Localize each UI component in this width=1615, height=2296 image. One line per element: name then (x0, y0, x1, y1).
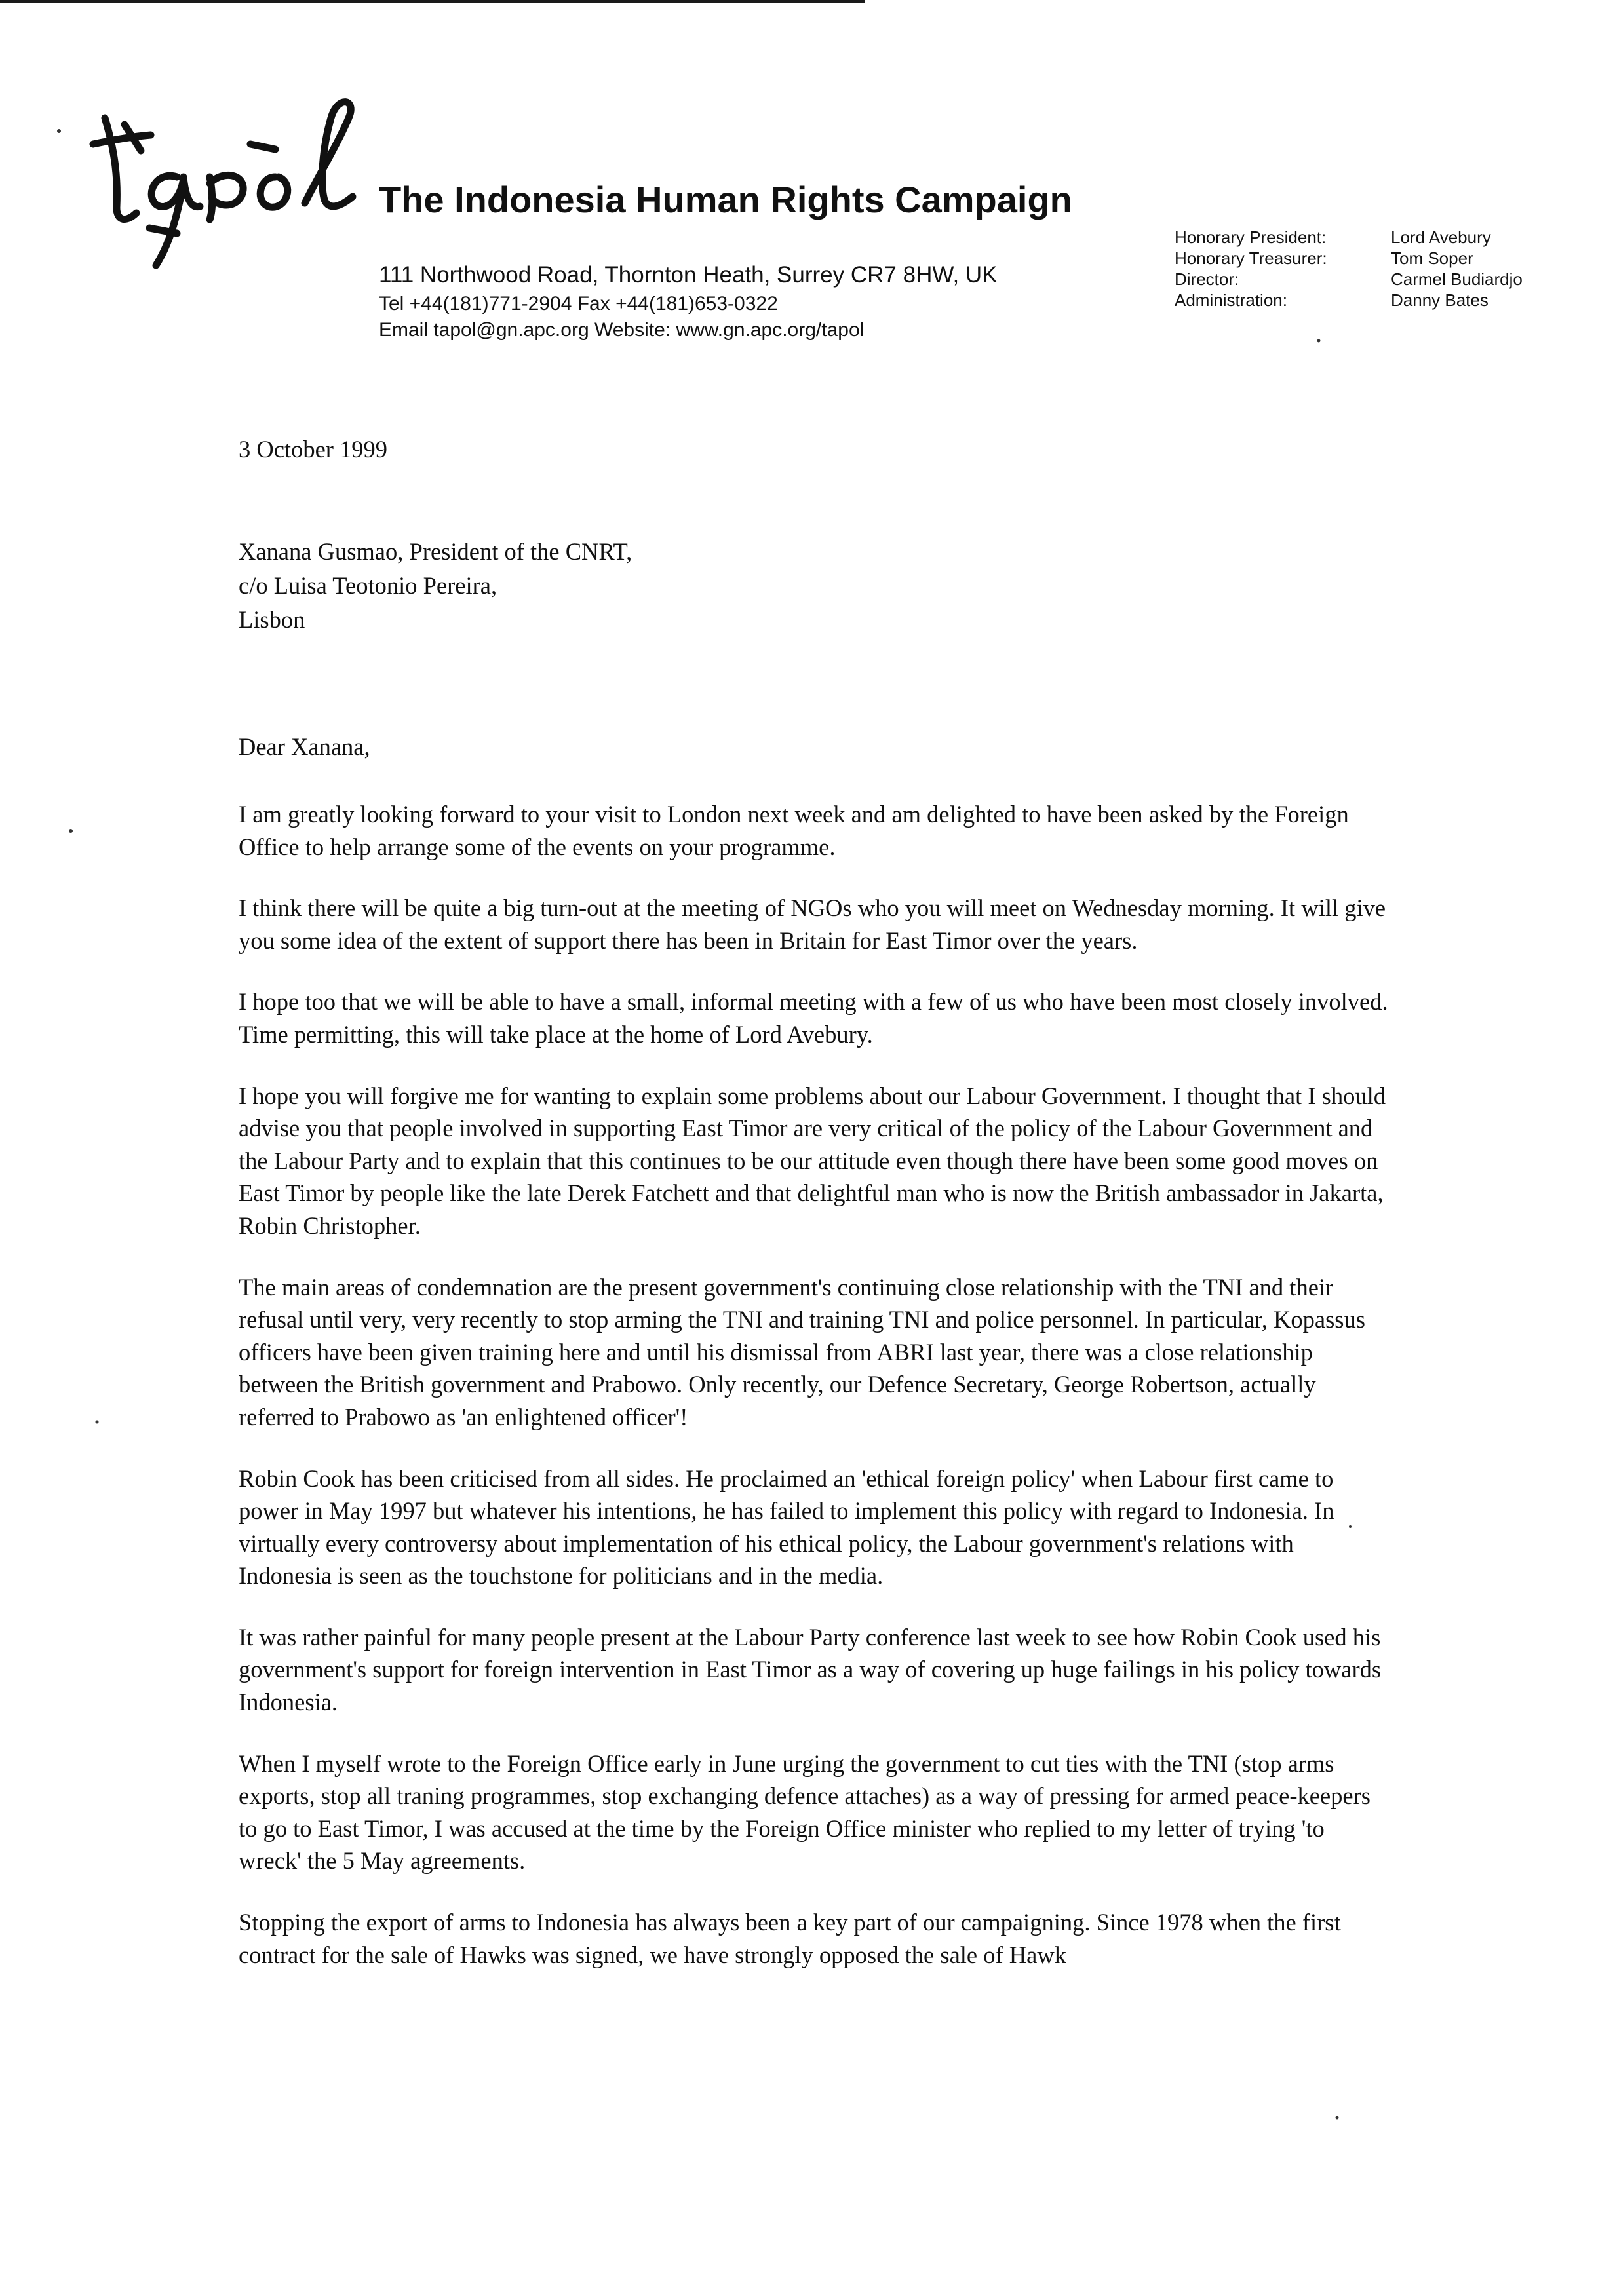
officer-role: Honorary President: (1175, 227, 1327, 247)
body-paragraph: I hope you will forgive me for wanting to explain some problems about our Labour Government. I thought that I should advise you that people involved in supporting East Timor are very critical of the policy of the Labour Government and the Labour Party and to explain that this continues to be our attitude even though there have been some good moves on East Timor by people like the late Derek Fatchett and that delightful man who is now the British ambassador in Jakarta, Robin Christopher. (239, 1082, 1386, 1239)
officer-name: Lord Avebury (1391, 227, 1491, 247)
address-line: 111 Northwood Road, Thornton Heath, Surrey CR7 8HW, UK (379, 262, 998, 288)
recipient-line: Lisbon (239, 606, 305, 633)
recipient-line: Xanana Gusmao, President of the CNRT, (239, 538, 632, 565)
body-paragraph: The main areas of condemnation are the present government's continuing close relationship with the TNI and their refusal until very, very recently to stop arming the TNI and training TNI and police personnel. In particular, Kopassus officers have been given training here and until his dismissal from ABRI last year, there was a close relationship between the British government and Prabowo. Only recently, our Defence Secretary, George Robertson, actually referred to Prabowo as 'an enlightened officer'! (239, 1273, 1365, 1430)
officer-role: Director: (1175, 269, 1239, 289)
officer-role: Administration: (1175, 290, 1287, 310)
officer-role: Honorary Treasurer: (1175, 248, 1327, 268)
officer-name: Danny Bates (1391, 290, 1489, 310)
salutation: Dear Xanana, (239, 733, 370, 760)
body-paragraph: I hope too that we will be able to have a small, informal meeting with a few of us who have been most closely involved. Time permitting, this will take place at the home of Lord Avebury. (239, 988, 1388, 1048)
phone-fax-line: Tel +44(181)771-2904 Fax +44(181)653-0322 (379, 293, 778, 315)
officer-name: Tom Soper (1391, 248, 1473, 268)
body-paragraph: Stopping the export of arms to Indonesia has always been a key part of our campaigning. Since 1978 when the first contract for the sale of Hawks was signed, we have strongly opposed the sale of Hawk (239, 1909, 1341, 1968)
recipient-line: c/o Luisa Teotonio Pereira, (239, 572, 497, 599)
body-paragraph: I am greatly looking forward to your visit to London next week and am delighted to have been asked by the Foreign Office to help arrange some of the events on your programme. (239, 801, 1349, 860)
body-paragraph: When I myself wrote to the Foreign Office early in June urging the government to cut ties with the TNI (stop arms exports, stop all traning programmes, stop exchanging defence attaches) as a way of pressing for armed peace-keepers to go to East Timor, I was accused at the time by the Foreign Office minister who replied to my letter of trying 'to wreck' the 5 May agreements. (239, 1750, 1371, 1875)
email-website-line: Email tapol@gn.apc.org Website: www.gn.apc.org/tapol (379, 319, 865, 341)
body-paragraph: I think there will be quite a big turn-out at the meeting of NGOs who you will meet on Wednesday morning. It will give you some idea of the extent of support there has been in Britain for East Timor over the years. (239, 894, 1386, 954)
officer-name: Carmel Budiardjo (1391, 269, 1523, 289)
organization-name: The Indonesia Human Rights Campaign (379, 179, 1072, 220)
body-paragraph: Robin Cook has been criticised from all sides. He proclaimed an 'ethical foreign policy' when Labour first came to power in May 1997 but whatever his intentions, he has failed to implement this policy with regard to Indonesia. In virtually every controversy about implementation of his ethical policy, the Labour government's relations with Indonesia is seen as the touchstone for politicians and in the media. (239, 1464, 1334, 1590)
body-paragraph: It was rather painful for many people present at the Labour Party conference last week to see how Robin Cook used his government's support for foreign intervention in East Timor as a way of covering up huge failings in his policy towards Indonesia. (239, 1623, 1382, 1716)
letter-date: 3 October 1999 (239, 436, 388, 463)
